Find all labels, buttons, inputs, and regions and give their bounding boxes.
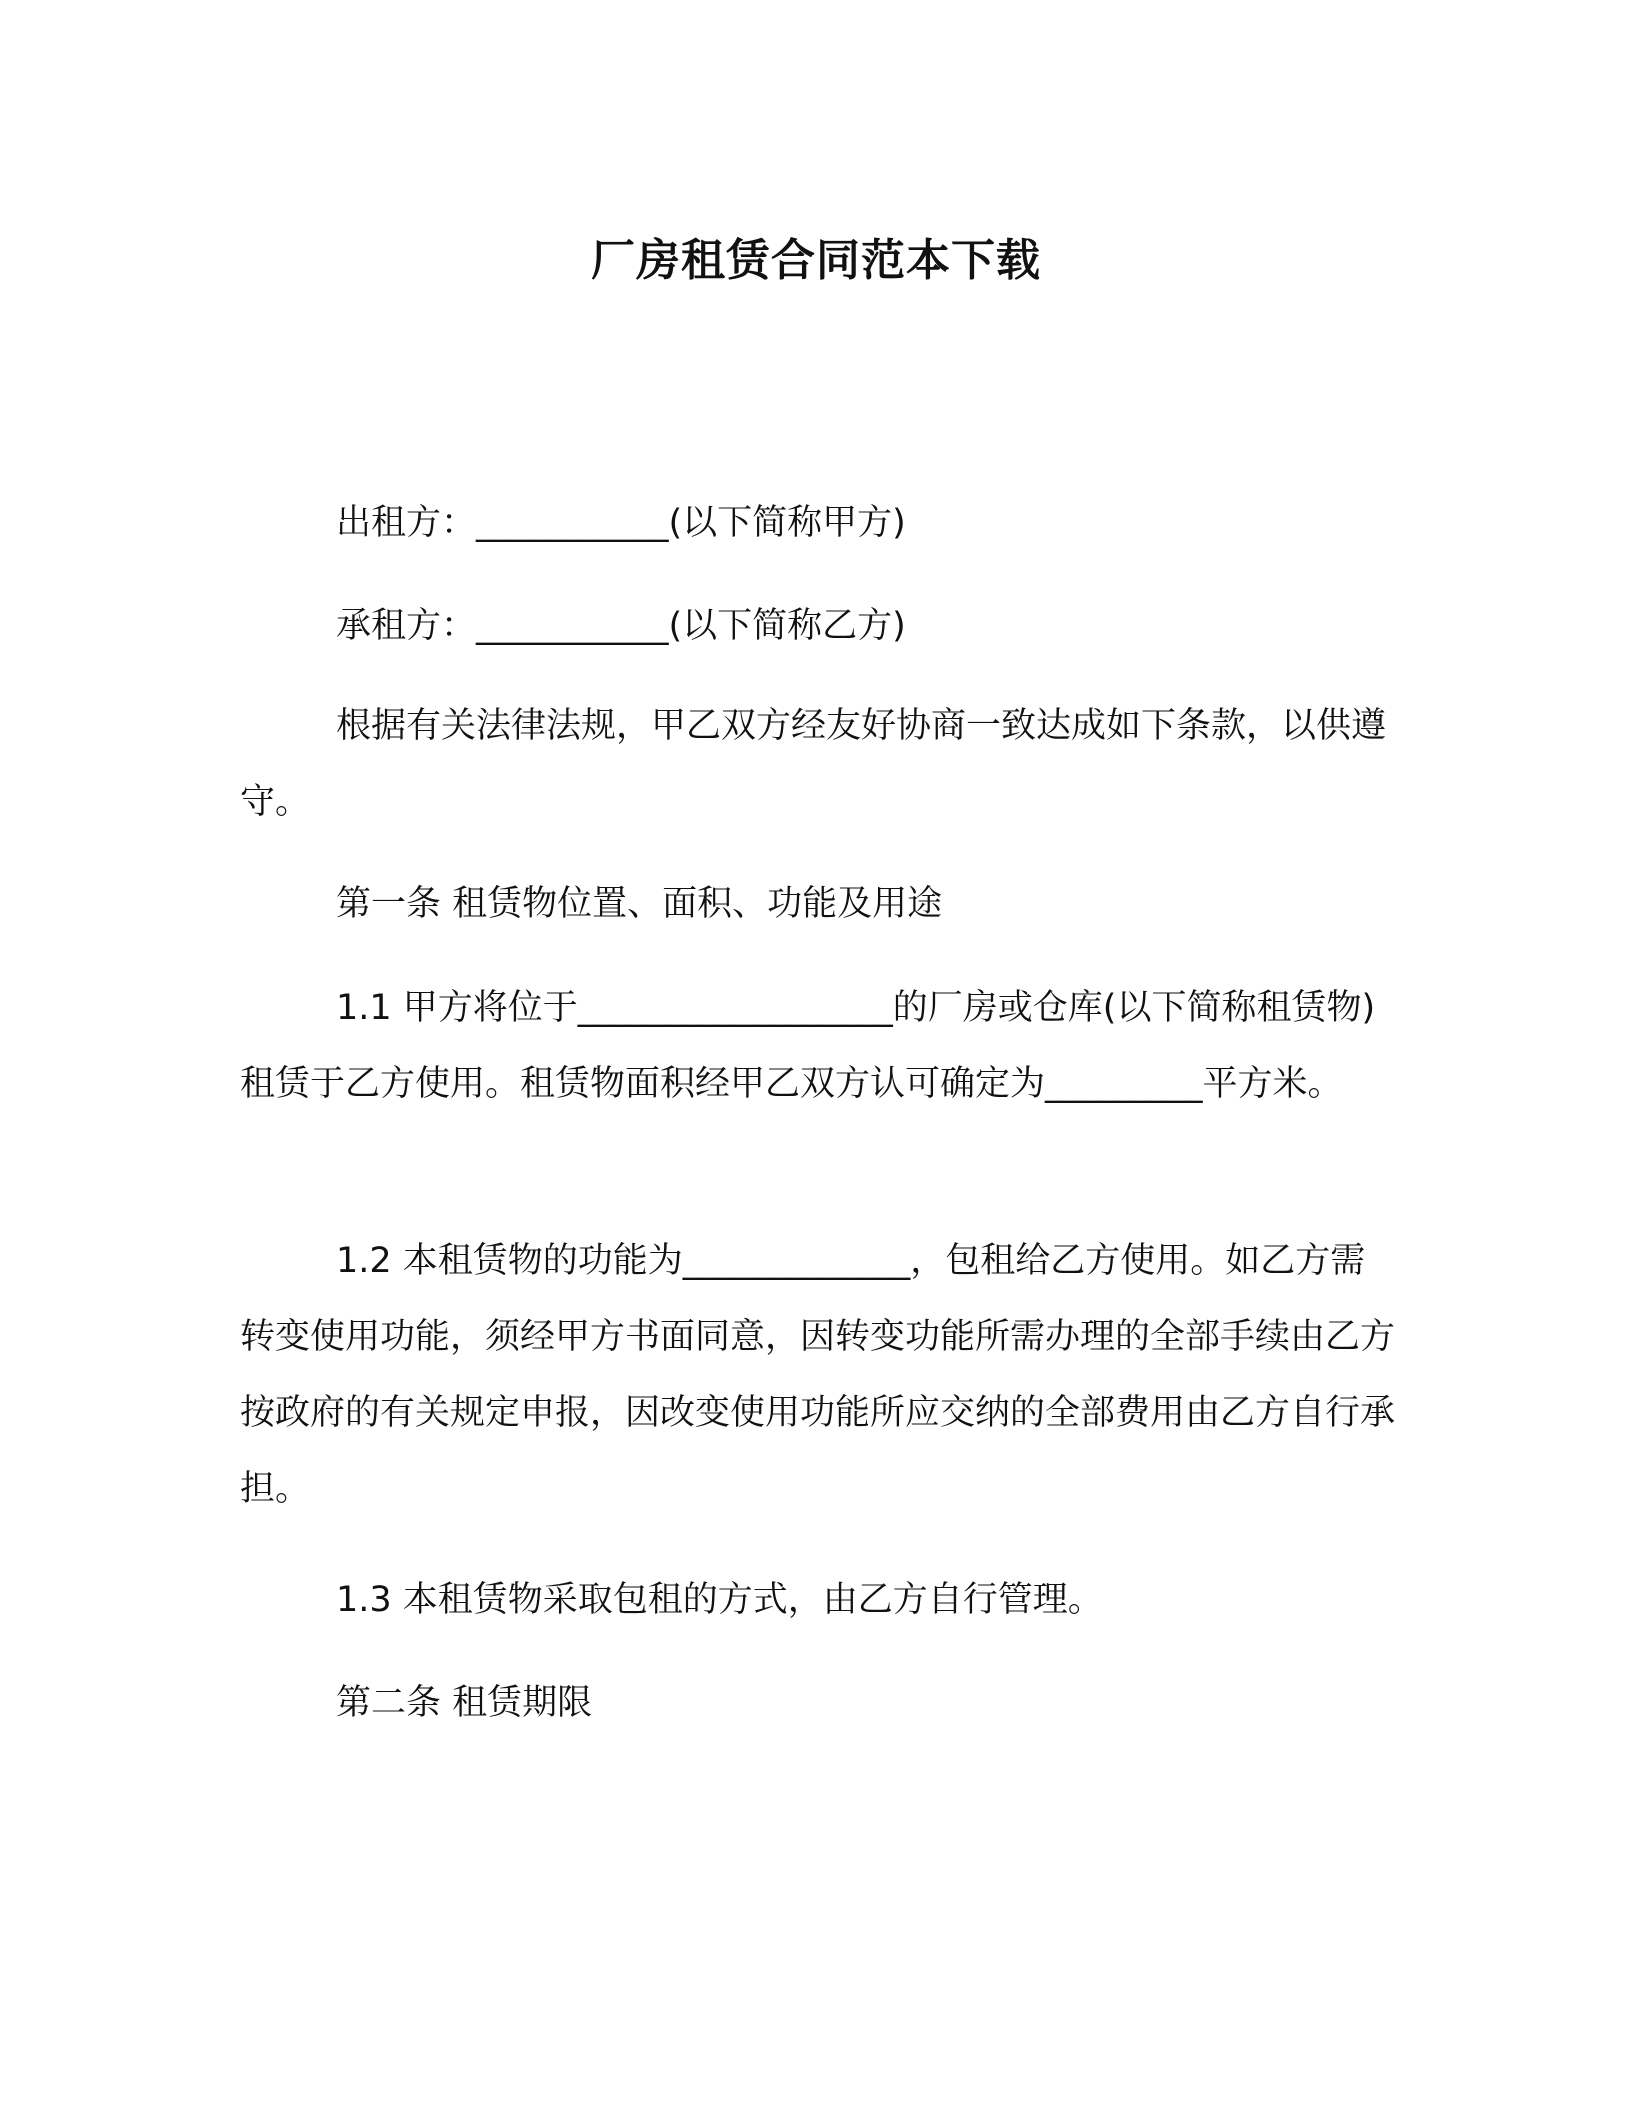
preamble-paragraph: 根据有关法律法规，甲乙双方经友好协商一致达成如下条款，以供遵守。 [240,706,1387,822]
clause-1-2: 1.2 本租赁物的功能为_____________，包租给乙方使用。如乙方需转变使用功能，须经甲方书面同意，因转变功能所需办理的全部手续由乙方按政府的有关规定申报，因改变使用功能所应交纳的全部费用由乙方自行承担。 [240,1241,1396,1509]
clause-1-3: 1.3 本租赁物采取包租的方式，由乙方自行管理。 [336,1580,1103,1620]
lessee-line: 承租方：___________(以下简称乙方) [336,606,906,646]
article-2-heading: 第二条 租赁期限 [336,1683,593,1723]
clause-1-1: 1.1 甲方将位于__________________的厂房或仓库(以下简称租赁物)租赁于乙方使用。租赁物面积经甲乙双方认可确定为_________平方米。 [240,988,1376,1104]
document-title: 厂房租赁合同范本下载 [591,235,1041,286]
lessor-line: 出租方：___________(以下简称甲方) [336,503,906,543]
article-1-heading: 第一条 租赁物位置、面积、功能及用途 [336,884,943,924]
